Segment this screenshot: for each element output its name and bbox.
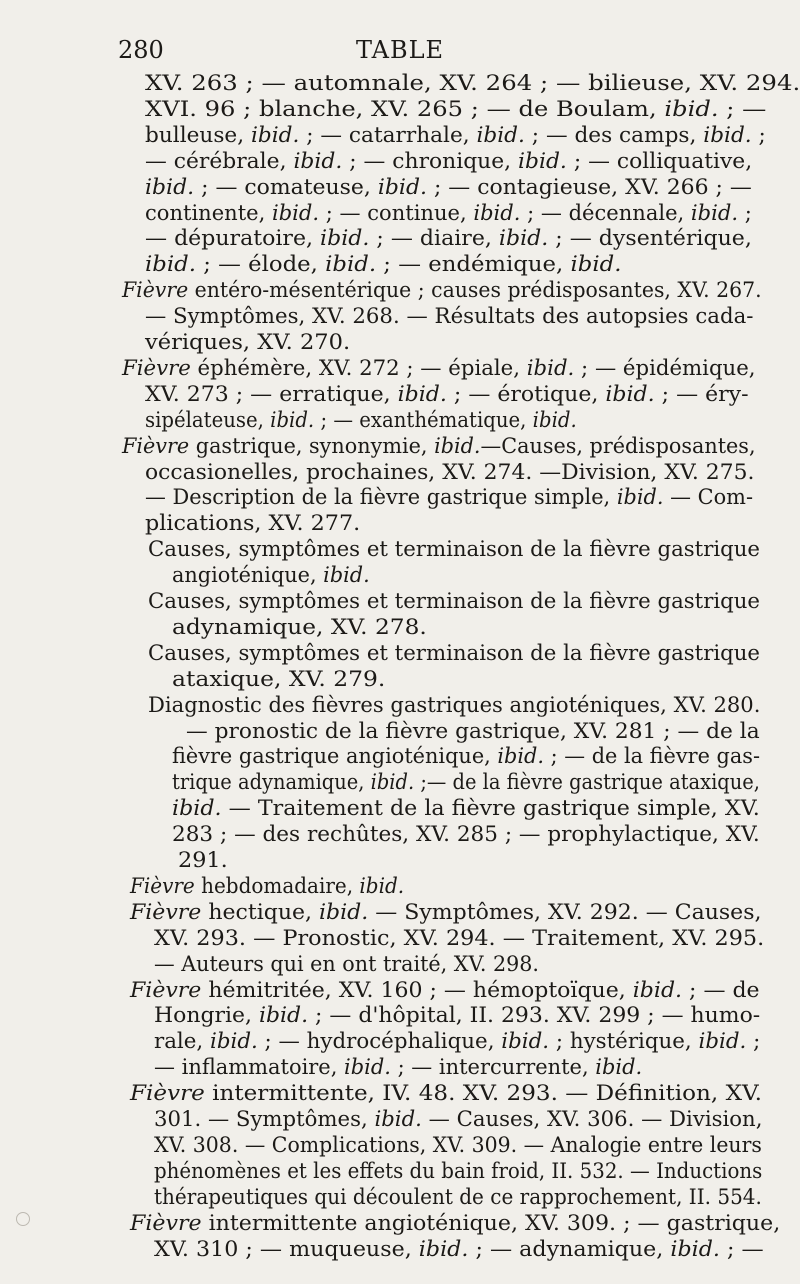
index-line: Diagnostic des fièvres gastriques angioténiques, XV. 280. [148,692,761,717]
running-title: TABLE [355,36,445,64]
index-line: Hongrie, ibid. ; — d'hôpital, II. 293. XV. 299 ; — humo- [154,1003,761,1028]
index-line: XV. 310 ; — muqueuse, ibid. ; — adynamique, ibid. ; — [154,1236,764,1261]
index-line: rale, ibid. ; — hydrocéphalique, ibid. ; hystérique, ibid. ; [154,1029,761,1054]
index-line: — Symptômes, XV. 268. — Résultats des autopsies cada- [145,304,754,329]
index-line: 291. [178,848,228,872]
index-line: Causes, symptômes et terminaison de la fièvre gastrique [148,537,761,562]
index-line: ataxique, XV. 279. [172,666,386,691]
index-line: — pronostic de la fièvre gastrique, XV. 281 ; — de la [186,718,760,743]
index-line: 283 ; — des rechûtes, XV. 285 ; — prophylactique, XV. [172,822,760,847]
index-line: adynamique, XV. 278. [172,614,427,639]
index-line: — Description de la fièvre gastrique simple, ibid. — Com- [145,485,753,510]
index-line: occasionelles, prochaines, XV. 274. —Division, XV. 275. [145,459,755,484]
index-line: — cérébrale, ibid. ; — chronique, ibid. ; — colliquative, [145,148,753,173]
index-line: vériques, XV. 270. [145,330,351,354]
index-line: Causes, symptômes et terminaison de la fièvre gastrique [148,640,761,665]
index-line: continente, ibid. ; — continue, ibid. ; — décennale, ibid. ; [145,200,752,225]
index-line: XV. 263 ; — automnale, XV. 264 ; — bilieuse, XV. 294. [145,71,800,95]
index-line: trique adynamique, ibid. ;— de la fièvre gastrique ataxique, [172,770,760,795]
index-line: XVI. 96 ; blanche, XV. 265 ; — de Boulam, ibid. ; — [145,96,767,121]
index-line: sipélateuse, ibid. ; — exanthématique, ibid. [145,407,577,432]
page-number: 280 [118,36,164,64]
index-line: phénomènes et les effets du bain froid, II. 532. — Inductions [154,1158,763,1183]
index-line: Fièvre entéro-mésentérique ; causes prédisposantes, XV. 267. [122,278,762,303]
index-line: plications, XV. 277. [145,511,361,536]
page-edge-mark [16,1212,30,1226]
page-header [0,36,800,68]
index-line: ibid. ; — comateuse, ibid. ; — contagieuse, XV. 266 ; — [145,174,752,199]
index-line: — inflammatoire, ibid. ; — intercurrente, ibid. [154,1055,643,1080]
index-line: angioténique, ibid. [172,563,370,588]
index-line: — Auteurs qui en ont traité, XV. 298. [154,951,540,976]
index-line: XV. 308. — Complications, XV. 309. — Analogie entre leurs [154,1132,762,1157]
index-line: Fièvre intermittente, IV. 48. XV. 293. — Définition, XV. [130,1081,762,1106]
index-line: — dépuratoire, ibid. ; — diaire, ibid. ; — dysentérique, [145,226,752,251]
index-line: fièvre gastrique angioténique, ibid. ; — de la fièvre gas- [172,744,760,769]
index-line: 301. — Symptômes, ibid. — Causes, XV. 306. — Division, [154,1107,763,1131]
index-line: bulleuse, ibid. ; — catarrhale, ibid. ; — des camps, ibid. ; [145,122,766,147]
index-line: ibid. ; — élode, ibid. ; — endémique, ibid. [145,252,622,277]
index-line: Fièvre intermittente angioténique, XV. 309. ; — gastrique, [130,1210,781,1235]
index-line: XV. 273 ; — erratique, ibid. ; — érotique, ibid. ; — éry- [145,381,749,406]
index-line: Fièvre éphémère, XV. 272 ; — épiale, ibid. ; — épidémique, [122,355,756,380]
index-line: Fièvre gastrique, synonymie, ibid.—Causes, prédisposantes, [122,433,756,458]
index-line: Causes, symptômes et terminaison de la fièvre gastrique [148,589,761,613]
index-line: Fièvre hectique, ibid. — Symptômes, XV. 292. — Causes, [130,899,762,924]
index-line: thérapeutiques qui découlent de ce rapprochement, II. 554. [154,1184,762,1209]
index-line: ibid. — Traitement de la fièvre gastrique simple, XV. [172,796,760,821]
index-line: Fièvre hebdomadaire, ibid. [130,873,405,898]
index-line: XV. 293. — Pronostic, XV. 294. — Traitement, XV. 295. [154,925,765,950]
index-line: Fièvre hémitritée, XV. 160 ; — hémoptoïque, ibid. ; — de [130,977,760,1002]
